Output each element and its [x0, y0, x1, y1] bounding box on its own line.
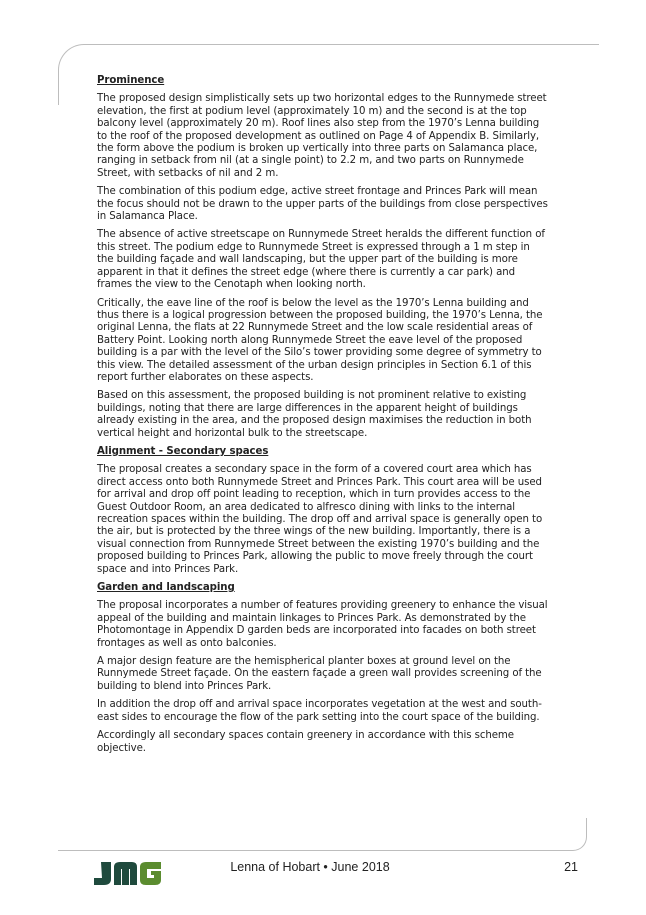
jmg-logo — [91, 859, 171, 887]
paragraph: A major design feature are the hemispherical planter boxes at ground level on the Runnymede Street façade. On the eastern façade a green wall provides screening of the building to blend into Princes Park. — [97, 656, 542, 692]
document-body — [97, 75, 549, 761]
footer-title: Lenna of Hobart • June 2018 — [230, 860, 390, 874]
section-heading: Garden and landscaping — [97, 582, 235, 594]
section-heading: Alignment - Secondary spaces — [97, 445, 269, 457]
paragraph: The proposed design simplistically sets up two horizontal edges to the Runnymede street elevation, the first at podium level (approximately 10 m) and the second is at the top balcony level (approximately 20 m). Roof lines also step from the 1970’s Lenna building to the roof of the proposed development as outlined on Page 4 of Appendix B. Similarly, the form above the podium is broken up vertically into three parts on Salamanca place, ranging in setback from nil (at a single point) to 2.2 m, and two parts on Runnymede Street, with setbacks of nil and 2 m. — [97, 93, 547, 179]
section-garden-and-landscaping — [97, 582, 549, 755]
paragraph: Based on this assessment, the proposed building is not prominent relative to existing buildings, noting that there are large differences in the apparent height of buildings already existing in the area, and the proposed design maximises the reduction in both vertical height and horizontal bulk to the streetscape. — [97, 390, 532, 439]
paragraph: Critically, the eave line of the roof is below the level as the 1970’s Lenna building and thus there is a logical progression between the proposed building, the 1970’s Lenna, the original Lenna, the flats at 22 Runnymede Street and the low scale residential areas of Battery Point. Looking north along Runnymede Street the eave level of the proposed building is a par with the level of the Silo’s tower providing some degree of symmetry to this view. The detailed assessment of the urban design principles in Section 6.1 of this report further elaborates on these aspects. — [97, 297, 543, 383]
paragraph: The proposal incorporates a number of features providing greenery to enhance the visual appeal of the building and maintain linkages to Princes Park. As demonstrated by the Photomontage in Appendix D garden beds are incorporated into facades on both street frontages as well as onto balconies. — [97, 600, 548, 649]
section-alignment-secondary-spaces — [97, 446, 549, 576]
paragraph: The combination of this podium edge, active street frontage and Princes Park will mean the focus should not be drawn to the upper parts of the buildings from close perspectives in Salamanca Place. — [97, 186, 548, 223]
page-frame-bottom — [58, 818, 587, 851]
section-prominence — [97, 75, 549, 440]
section-heading: Prominence — [97, 75, 165, 86]
paragraph: In addition the drop off and arrival space incorporates vegetation at the west and south-east sides to encourage the flow of the park setting into the court space of the building. — [97, 699, 542, 723]
paragraph: The proposal creates a secondary space in the form of a covered court area which has direct access onto both Runnymede Street and Princes Park. This court area will be used for arrival and drop off point leading to reception, which in turn provides access to the Guest Outdoor Room, an area dedicated to alfresco dining with links to the internal recreation spaces within the building. The drop off and arrival space is generally open to the air, but is protected by the three wings of the new building. Importantly, there is a visual connection from Runnymede Street between the existing 1970’s building and the proposed building to Princes Park, allowing the public to move freely through the court space and into Princes Park. — [97, 464, 543, 575]
paragraph: Accordingly all secondary spaces contain greenery in accordance with this scheme objective. — [97, 730, 514, 754]
page-number: 21 — [564, 860, 578, 874]
paragraph: The absence of active streetscape on Runnymede Street heralds the different function of this street. The podium edge to Runnymede Street is expressed through a 1 m step in the building façade and wall landscaping, but the upper part of the building is more apparent in that it defines the street edge (where there is currently a car park) and frames the view to the Cenotaph when looking north. — [97, 229, 545, 291]
